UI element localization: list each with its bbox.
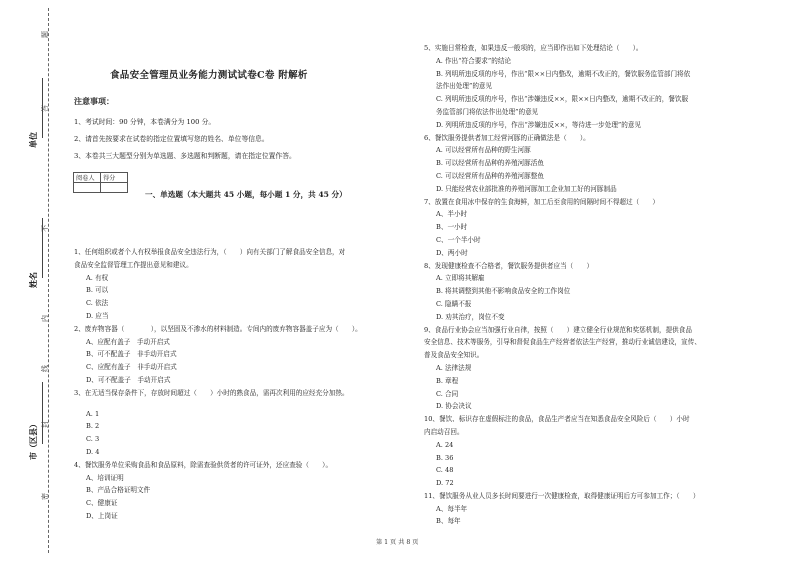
question-stem: 10、餐饮、标识存在虚假标注的食品，食品生产者应当在知悉食品安全风险后（ ）小时 xyxy=(424,415,690,424)
option[interactable]: D. 列明所违反项的序号，作出“涉嫌违反××，等待进一步处理”的意见 xyxy=(436,120,642,129)
option[interactable]: C. 可以经营所有品种的养殖河豚整鱼 xyxy=(436,171,544,180)
notice-item: 3、本卷共三大题型分别为单选题、多选题和判断题，请在指定位置作答。 xyxy=(74,152,296,160)
binding-mark: 题 xyxy=(41,31,49,38)
name-label: 姓名 xyxy=(28,272,38,288)
option[interactable]: C、一个半小时 xyxy=(436,235,481,244)
option[interactable]: A. 有权 xyxy=(86,273,109,282)
reviewer-input-cell[interactable] xyxy=(74,183,101,193)
option[interactable]: C. 依法 xyxy=(86,299,109,308)
score-box xyxy=(73,172,128,193)
section-heading: 一、单选题（本大题共 45 小题，每小题 1 分，共 45 分） xyxy=(145,190,347,199)
option[interactable]: A. 1 xyxy=(86,409,100,418)
option[interactable]: C. 3 xyxy=(86,435,100,444)
binding-mark: 不 xyxy=(41,225,49,232)
option[interactable]: B、可不配盖子 非手动开启式 xyxy=(86,350,177,359)
unit-label: 单位 xyxy=(28,132,38,148)
question-stem: 安全信息、技术等服务，引导和督促食品生产经营者依法生产经营，推动行业诚信建设，宣传、 xyxy=(424,338,701,347)
reviewer-cell: 阅卷人 xyxy=(74,173,101,183)
binding-mark: 密 xyxy=(41,493,49,500)
score-input-cell[interactable] xyxy=(101,183,128,193)
question-column-left xyxy=(74,246,404,523)
option[interactable]: B. 可以 xyxy=(86,286,109,295)
option-continued: 务监管部门将依法作出处理”的意见 xyxy=(436,107,539,116)
option[interactable]: A. 作出“符合要求”的结论 xyxy=(436,56,512,65)
option[interactable]: D. 协会决议 xyxy=(436,402,472,411)
question-stem: 9、食品行业协会应当加强行业自律，按照（ ）建立健全行业规范和奖惩机制，提供食品 xyxy=(424,325,692,334)
option[interactable]: B、产品合格证明文件 xyxy=(86,486,151,495)
question-stem: 4、餐饮服务单位采购食品和食品原料，除需查验供货者的许可证外，还应查验（ ）。 xyxy=(74,460,333,469)
question-stem: 食品安全监督管理工作提出意见和建议。 xyxy=(74,260,193,269)
unit-fill-line xyxy=(42,78,43,138)
option[interactable]: B、一小时 xyxy=(436,223,468,232)
question xyxy=(74,246,404,323)
question xyxy=(74,459,404,523)
question xyxy=(74,387,404,459)
spacer xyxy=(74,400,404,408)
question xyxy=(424,260,759,324)
option[interactable]: B. 列明所违反项的序号，作出“限××日内整改，逾期不改正的，餐饮服务监管部门将依 xyxy=(436,69,691,78)
option[interactable]: C. 隐瞒不报 xyxy=(436,299,472,308)
question-stem: 1、任何组织或者个人有权举报食品安全违法行为，（ ）向有关部门了解食品安全信息，对 xyxy=(74,248,346,256)
option[interactable]: D. 应当 xyxy=(86,311,109,320)
question-stem: 2、废弃物容器（ ），以坚固及不渗水的材料制造。专间内的废弃物容器盖子应为（ ）。 xyxy=(74,324,362,333)
option[interactable]: D、上岗证 xyxy=(86,511,118,520)
score-cell: 得分 xyxy=(101,173,128,183)
option[interactable]: D、可不配盖子 手动开启式 xyxy=(86,375,171,384)
option[interactable]: C. 列明所违反项的序号，作出“涉嫌违反××，限××日内整改，逾期不改正的，餐饮服 xyxy=(436,95,689,104)
option[interactable]: A、培训证明 xyxy=(86,473,124,482)
question-column-right xyxy=(424,42,759,528)
option[interactable]: B. 章程 xyxy=(436,376,459,385)
option[interactable]: A. 可以经营所有品种的野生河豚 xyxy=(436,146,531,155)
binding-mark: 线 xyxy=(41,365,49,372)
option[interactable]: C、健康证 xyxy=(86,499,118,508)
notice-item: 1、考试时间：90 分钟，本卷满分为 100 分。 xyxy=(74,118,216,126)
question xyxy=(424,490,759,528)
question xyxy=(424,42,759,132)
question-stem: 内启动召回。 xyxy=(424,427,464,436)
binding-dashed-line xyxy=(48,8,49,553)
option[interactable]: D. 72 xyxy=(436,479,454,488)
question-stem: 11、餐饮服务从业人员多长时间要进行一次健康检查，取得健康证明后方可参加工作；（ ） xyxy=(424,491,700,500)
option[interactable]: A、应配有盖子 手动开启式 xyxy=(86,337,170,346)
option[interactable]: B、每年 xyxy=(436,517,461,526)
binding-mark: 答 xyxy=(41,105,49,112)
notice-item: 2、请首先按要求在试卷的指定位置填写您的姓名、单位等信息。 xyxy=(74,135,269,143)
page-footer: 第 1 页 共 8 页 xyxy=(376,539,419,546)
question xyxy=(424,324,759,414)
option[interactable]: D. 4 xyxy=(86,447,100,456)
question-stem: 3、在无适当保存条件下，存放时间超过（ ）小时的熟食品，需再次利用的应经充分加热。 xyxy=(74,388,349,397)
city-fill-line xyxy=(42,382,43,444)
city-label: 市（区县） xyxy=(28,420,38,460)
question-stem: 普及食品安全知识。 xyxy=(424,351,484,360)
option[interactable]: D. 只能经营农业部批准的养殖河豚加工企业加工好的河豚制品 xyxy=(436,184,617,193)
binding-mark: 封 xyxy=(41,421,49,428)
option[interactable]: B. 将其调整到其他不影响食品安全的工作岗位 xyxy=(436,287,571,296)
question-stem: 6、餐饮服务提供者加工经营河豚的正确做法是（ ）。 xyxy=(424,133,590,142)
option[interactable]: C、应配有盖子 非手动开启式 xyxy=(86,363,177,372)
option[interactable]: C. 合同 xyxy=(436,389,459,398)
option[interactable]: A、每半年 xyxy=(436,504,468,513)
option[interactable]: B. 2 xyxy=(86,422,100,431)
question xyxy=(424,413,759,490)
binding-mark: 内 xyxy=(41,315,49,322)
option[interactable]: A. 24 xyxy=(436,440,454,449)
option[interactable]: A. 法律法规 xyxy=(436,363,472,372)
notice-heading: 注意事项： xyxy=(74,96,114,106)
option[interactable]: B. 36 xyxy=(436,453,454,462)
option[interactable]: C. 48 xyxy=(436,466,454,475)
question xyxy=(74,323,404,387)
question xyxy=(424,196,759,260)
option[interactable]: A. 立即将其解雇 xyxy=(436,274,485,283)
exam-title: 食品安全管理员业务能力测试试卷C卷 附解析 xyxy=(110,70,308,81)
option[interactable]: D. 劝其治疗，岗位不变 xyxy=(436,312,505,321)
option[interactable]: B. 可以经营所有品种的养殖河豚活鱼 xyxy=(436,159,544,168)
name-fill-line xyxy=(42,218,43,278)
question-stem: 5、实施日常检查，如果违反一般项的，应当即作出如下处理结论（ ）。 xyxy=(424,44,643,52)
option[interactable]: D、两小时 xyxy=(436,248,468,257)
question xyxy=(424,132,759,196)
option-continued: 法作出处理”的意见 xyxy=(436,82,493,91)
question-stem: 7、放置在食用冰中保存的生食海鲜，加工后至食用的间隔时间不得超过（ ） xyxy=(424,197,659,206)
question-stem: 8、发现健康检查不合格者，餐饮服务提供者应当（ ） xyxy=(424,261,594,270)
option[interactable]: A、半小时 xyxy=(436,210,468,219)
